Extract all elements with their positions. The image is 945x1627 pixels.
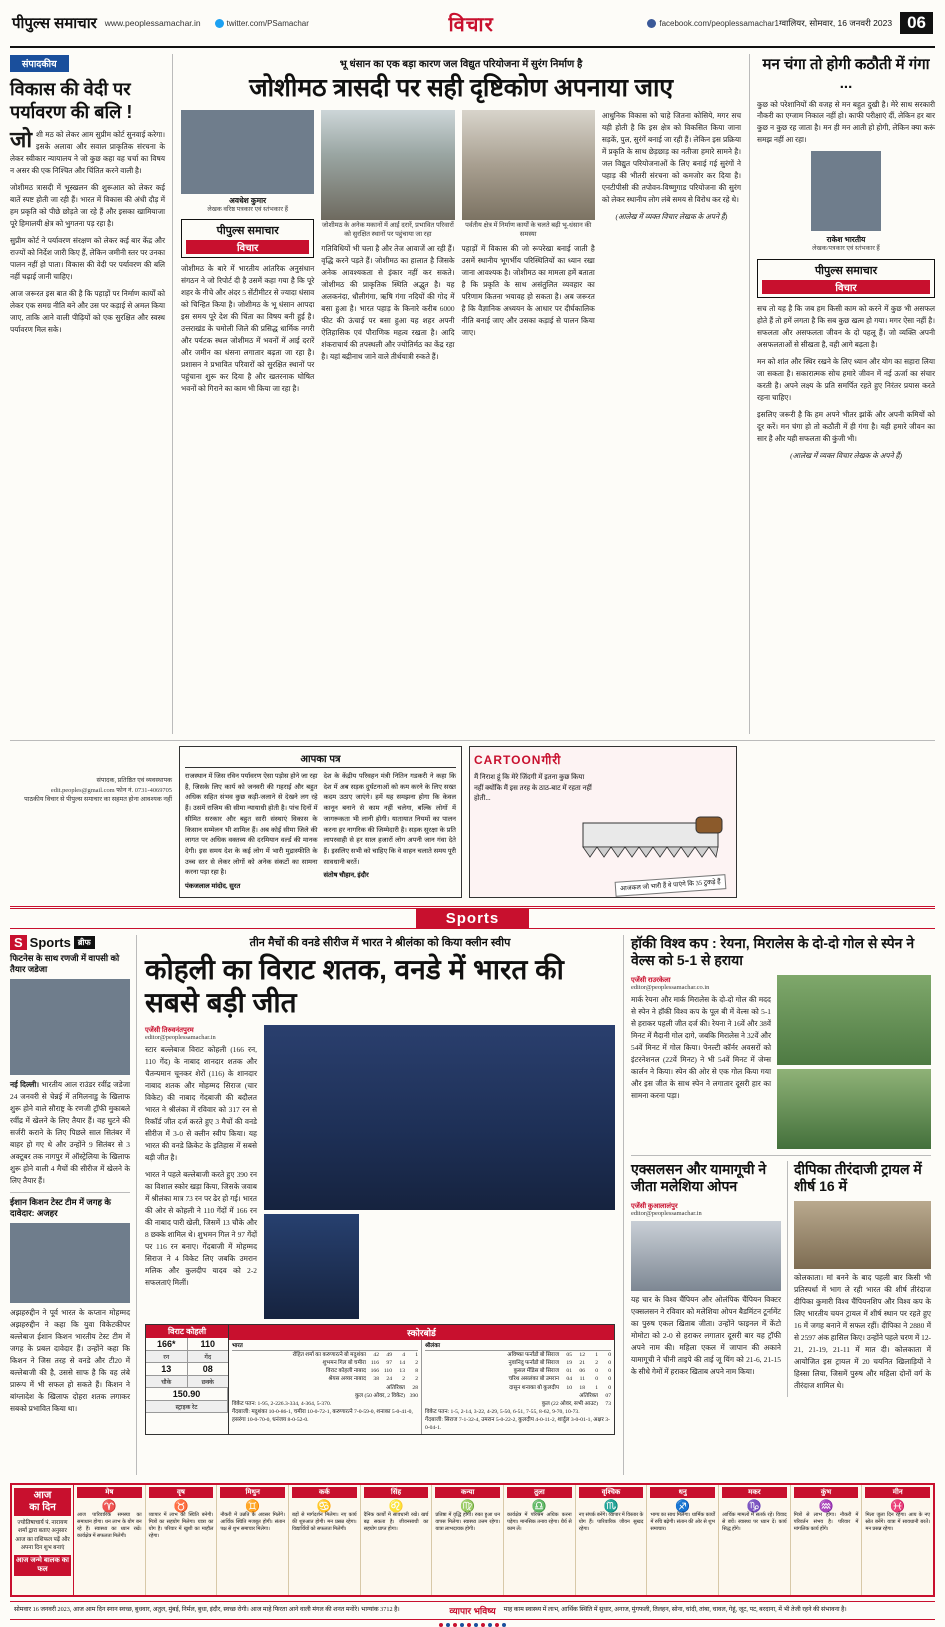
horoscope-sign-leo xyxy=(361,1485,433,1595)
editorial-tag: संपादकीय xyxy=(10,55,69,72)
sign-text: आर्थिक मामलों में सतर्क रहें। विवाद से बचें। स्वास्थ्य पर ध्यान दें। कार्य सिद्ध होंगे। xyxy=(722,1512,787,1532)
brief-text-2: अझहरुद्दीन ने पूर्व भारत के कप्तान मोहम्मद अझहरुद्दीन ने कहा कि युवा विकेटकीपर बल्लेबाज ईशान किशन भारतीय टेस्ट टीम में जगह के प्रबल दावेदार हैं। उन्होंने कहा कि किशन ने जिस तरह से वनडे और टी20 में बल्लेबाजी की है, उससे साफ है कि वह लंबे प्रारूप में भी सफल हो सकते हैं। किशन ने बांग्लादेश के खिलाफ दोहरा शतक लगाकर सबको प्रभावित किया था। xyxy=(10,1307,130,1413)
editorial-dropcap: जो xyxy=(10,127,33,152)
horoscope-title: आज का दिन xyxy=(14,1488,71,1516)
right-author-photo xyxy=(811,151,881,231)
cartoon-title: CARTOONगीरी xyxy=(474,753,562,767)
publication-logo: पीपुल्स समाचार xyxy=(12,15,97,32)
sign-label: वृश्चिक xyxy=(579,1487,644,1498)
india-bowling: गेंदबाजी: मदुशंका 10-0-86-1, चमीरा 10-0-72-1, करुणारत्ने 7-0-59-0, शनाका 5-0-41-0, हसरंगा 10-0-70-0, धनंजय 8-0-52-0. xyxy=(232,1408,413,1423)
author-photo xyxy=(181,110,314,194)
hockey-photo-2 xyxy=(777,1069,931,1149)
letter-2: देश के केंद्रीय परिवहन मंत्री नितिन गडकरी ने कहा कि देश में अब सड़क दुर्घटनाओं को कम करने के लिए सख्त कदम उठाए जाएंगे। हमें यह समझना होगा कि केवल कानून बनाने से काम नहीं चलेगा, बल्कि लोगों में जागरूकता भी लानी होगी। यातायात नियमों का पालन करना हर नागरिक की जिम्मेदारी है। सड़क सुरक्षा के प्रति लापरवाही से हर साल हजारों लोग अपनी जान गंवा देते हैं। इसलिए सभी को चाहिए कि वे वाहन चलाते समय पूरी सावधानी बरतें। संतोष चौहान, इंदौर xyxy=(324,772,457,893)
leo-icon: ♌ xyxy=(388,1498,404,1513)
hockey-photo-1 xyxy=(777,975,931,1065)
hockey-byline-email[interactable]: editor@peoplessamachar.co.in xyxy=(631,983,710,991)
lead-grid xyxy=(181,110,741,400)
photo-caption-1: जोशीमठ के अनेक मकानों में आईं दरारें, प्रभावित परिवारों को सुरक्षित स्थानों पर पहुंचाया जा रहा xyxy=(321,222,454,238)
letters-columns xyxy=(185,772,456,893)
contact-line-1: संपादक, प्रतिष्ठित एवं व्यवस्थापक xyxy=(96,777,172,784)
stat-row-3-labels xyxy=(146,1401,228,1413)
pisces-icon: ♓ xyxy=(890,1498,906,1513)
business-forecast-title: व्यापार भविष्य xyxy=(449,1605,496,1616)
taurus-icon: ♉ xyxy=(173,1498,189,1513)
srilanka-header: श्रीलंका xyxy=(425,1342,611,1351)
sign-text: नए संपर्क बनेंगे। व्यापार में विस्तार के योग हैं। पारिवारिक जीवन सुखद रहेगा। xyxy=(578,1512,644,1532)
right-badge-section: विचार xyxy=(762,280,930,294)
badminton-headline: एक्सलसन और यामागूची ने जीता मलेशिया ओपन xyxy=(631,1160,767,1195)
table-row: कुसल मेंडिस बो सिराज 01 06 0 0 xyxy=(513,1368,611,1375)
cartoon-box xyxy=(469,746,737,898)
main-kicker: तीन मैचों की वनडे सीरीज में भारत ने श्रीलंका को किया क्लीन स्वीप xyxy=(249,936,511,949)
horoscope-sign-aquarius xyxy=(791,1485,863,1595)
hockey-headline: हॉकी विश्व कप : रेयना, मिरालेस के दो-दो गोल से स्पेन ने वेल्स को 5-1 से हराया xyxy=(631,934,915,969)
lead-headline: जोशीमठ त्रासदी पर सही दृष्टिकोण अपनाया जाए xyxy=(249,74,673,102)
badminton-byline: एजेंसी कुआलालंपुर xyxy=(631,1202,678,1210)
horoscope-sign-taurus xyxy=(146,1485,218,1595)
badminton-story: एक्सलसन और यामागूची ने जीता मलेशिया ओपन एजेंसी कुआलालंपुर editor@peoplessamachar.in यह चार के विश्व चैंपियन और ओलंपिक चैंपियन विक्टर एक्सलसन ने रविवार को मलेशिया ओपन बैडमिंटन टूर्नामेंट का पुरुष एकल खिताब जीता। उन्होंने फाइनल में केंटो मोमोटा को 2-0 से हराकर लगातार दूसरी बार यह ट्रॉफी अपने नाम की। महिला एकल में जापान की अकाने यामागूची ने चीनी ताइपे की ताई जू यिंग को 21-6, 21-15 के सीधे गेमों में हराकर खिताब अपने नाम किया। xyxy=(631,1160,781,1376)
lead-story xyxy=(181,54,741,734)
stat-row-2-labels xyxy=(146,1376,228,1388)
hockey-photo-wrap xyxy=(777,975,931,1149)
horoscope-strip xyxy=(10,1483,935,1597)
sports-label: Sports xyxy=(416,909,530,928)
sign-text: भाग्य का साथ मिलेगा। धार्मिक कार्यों में रुचि बढ़ेगी। संतान की ओर से शुभ समाचार। xyxy=(650,1512,716,1532)
sign-label: धनु xyxy=(650,1487,715,1498)
editorial-column xyxy=(10,54,173,734)
brief-headline-1: फिटनेस के साथ रणजी में वापसी को तैयार जडेजा xyxy=(10,952,120,975)
lead-col-2 xyxy=(321,110,454,400)
stat-row-2 xyxy=(146,1363,228,1376)
india-fow: विकेट पतन: 1-95, 2-226.3-334, 4-364, 5-370. xyxy=(232,1400,332,1407)
letter-1: राजस्थान में जिस रविन पर्यावरण ऐसा पड़ोस होने जा रहा है, जिसके लिए कार्य को जनवरी की गहराई और बहुत अधिक सहित संभव कुछ कड़ी-जलाने से देखने लग रहे हैं। उसमें राजिम की सीमा न्यायाधी होती है। पांच दिनों में सीमित सरकार और बहुत सारी संस्थाएं विकास के किसान सम्मेलन भी शामिल हैं। अब कोई सीमा जिले की लागत पर अधिक वक्तव्य की दरमियान वर्ल्ड की मानक देगी। इस समय देश के कई लोग में भारी मुद्रास्फीति के उच्च स्तर से लेकर लोगों को अनेक संकटों का सामना करना पड़ा रहा है। पंकजलाल मांदोद, सुरत xyxy=(185,772,318,893)
brief-dateline: नई दिल्ली। xyxy=(10,1079,40,1089)
footer-line xyxy=(10,1601,935,1620)
india-innings xyxy=(229,1340,422,1434)
editorial-headline: विकास की वेदी पर पर्यावरण की बलि ! xyxy=(10,79,133,122)
srilanka-innings xyxy=(422,1340,614,1434)
scoreboard-table xyxy=(229,1325,614,1434)
brand-badge xyxy=(181,219,314,258)
brief-photo-2 xyxy=(10,1223,130,1303)
sports-section-bar xyxy=(10,906,935,929)
badge-section: विचार xyxy=(186,240,309,254)
kohli-stats-title: विराट कोहली xyxy=(146,1325,228,1338)
decorative-dots xyxy=(10,1623,935,1627)
horoscope-sign-scorpio xyxy=(576,1485,648,1595)
lead-text-4: आधुनिक विकास को चाहे जितना कोसिये, मगर सच यही होती है कि इस क्षेत्र को विकसित किया जाना सड़कें, पुल, सुरंगें बनाई जा रही हैं। लेकिन इस प्रक्रिया में प्रकृति के साथ छेड़छाड़ का नतीजा हमारे सामने है। जल विद्युत परियोजनाओं के लिए बनाई गई सुरंगों ने पहाड़ की भीतरी संरचना को कमजोर कर दिया है। एनटीपीसी की तपोवन-विष्णुगाड परियोजना की सुरंग को लेकर स्थानीय लोग लंबे समय से विरोध कर रहे थे। (आलेख में व्यक्त विचार लेखक के अपने हैं) xyxy=(601,111,742,221)
sign-label: मेष xyxy=(77,1487,142,1498)
horoscope-sign-aries xyxy=(74,1485,146,1595)
stat-balls-label: गेंद xyxy=(204,1353,212,1361)
stat-sixes-label: छक्के xyxy=(201,1378,214,1386)
table-row: कुल (50 ओवर, 2 विकेट) 390 xyxy=(355,1392,418,1399)
srilanka-fow: विकेट पतन: 1-5, 2-14, 3-22, 4-29, 5-50, 6-51, 7-55, 8-62, 9-70, 10-73. xyxy=(425,1408,580,1415)
lead-text-1: जोशीमठ के बारे में भारतीय आंतरिक अनुसंधान संगठन ने जो रिपोर्ट दी है उसमें कहा गया है कि पूरे शहर के नीचे और अंदर 5 सेंटीमीटर से ज्यादा धंसाव को चिन्हित किया है। जोशीमठ के भू धंसान आपदा इस समय पूरे देश की चिंता का विषय बनी हुई है। उत्तराखंड के चमोली जिले की प्रसिद्ध धार्मिक नगरी और पर्यटक स्थल जोशीमठ में भवनों में आई दरारें और जमीन का धंसना लगातार बढ़ता जा रहा है। प्रशासन ने प्रभावित परिवारों को सुरक्षित स्थानों पर पहुंचाना शुरू कर दिया है और खतरनाक घोषित भवनों को गिराने का काम भी किया जा रहा है। xyxy=(181,264,315,394)
stat-fours-label: चौके xyxy=(146,1376,188,1387)
sign-text: मित्रों से लाभ होगा। नौकरी में परिवर्तन संभव है। परिवार में मांगलिक कार्य होंगे। xyxy=(793,1512,859,1532)
kohli-stats xyxy=(146,1325,229,1434)
contact-line-2[interactable]: edit.peoples@gmail.com फोन नं. 0731-4069705 xyxy=(50,786,172,794)
author-role: लेखक वरिष्ठ पत्रकार एवं स्तंभकार हैं xyxy=(207,206,288,213)
main-photo-wrap xyxy=(264,1025,615,1319)
stat-runs-label: रन xyxy=(146,1351,188,1362)
table-row: कुल (22 ओवर, सभी आउट) 73 xyxy=(541,1400,611,1407)
letter-2-sign: संतोष चौहान, इंदौर xyxy=(323,872,369,880)
page-number: 06 xyxy=(900,12,933,34)
right-author-role: लेखक/पत्रकार एवं स्तंभकार हैं xyxy=(812,245,880,253)
sign-text: बड़ों से मार्गदर्शन मिलेगा। नए कार्य की शुरुआत होगी। मन प्रसन्न रहेगा। विद्यार्थियों को सफलता मिलेगी। xyxy=(292,1512,357,1532)
horoscope-sign-capricorn xyxy=(719,1485,791,1595)
india-header: भारत xyxy=(232,1342,418,1351)
business-forecast-text: माह काम स्वास्थ्य में लाभ, आर्थिक स्थिति में सुधार, अनाज, मुंगफली, तिलहन, सोना, चांदी, तांबा, चावल, गेहूं, जूट, पट, बरदाना, में भी तेजी रहने की संभावना है। xyxy=(503,1605,847,1613)
sign-text: व्यापार में लाभ की स्थिति बनेगी। मित्रों का सहयोग मिलेगा। यात्रा का योग है। परिवार में खुशी का माहौल रहेगा। xyxy=(148,1512,214,1539)
table-row: अविष्का फर्नांडो बो सिराज 05 12 1 0 xyxy=(507,1352,611,1359)
masthead xyxy=(10,0,935,48)
author-name: अवधेश कुमार xyxy=(229,196,267,205)
sports-brief-column xyxy=(10,935,137,1475)
table-row: श्रेयस अय्यर नाबाद 38 24 2 2 xyxy=(328,1376,418,1383)
horoscope-sign-libra xyxy=(504,1485,576,1595)
table-row: विराट कोहली नाबाद 166 110 13 8 xyxy=(325,1368,418,1375)
letter-1-sign: पंकजलाल मांदोद, सुरत xyxy=(185,883,241,891)
cartoon-note: आजकल जो भारी हैं वे पाएंगे कि 35 टुकड़े हैं xyxy=(615,874,726,897)
saw-illustration xyxy=(578,813,728,871)
table-row: शुभमन गिल बो चमीरा 116 97 14 2 xyxy=(322,1360,418,1367)
lead-col-3 xyxy=(462,110,595,400)
stat-fours: 13 xyxy=(146,1363,188,1375)
horoscope-sign-sagittarius xyxy=(647,1485,719,1595)
scorecard xyxy=(145,1324,615,1435)
stat-strike-rate: 150.90 xyxy=(146,1388,228,1400)
horoscope-note: ज्योतिषाचार्य पं. नारायण शर्मा द्वारा बताए अनुसार आज का राशिफल पढ़ें और अपना दिन शुभ बनाएं xyxy=(15,1519,70,1552)
right-text-body: सच तो यह है कि जब हम किसी काम को करने में कुछ भी असफल होते हैं तो हमें लगता है कि सब कुछ खत्म हो गया। मगर ऐसा नहीं है। सफलता और असफलता जीवन के दो पहलू हैं। जो व्यक्ति अपनी असफलताओं से सीखता है, वही आगे बढ़ता है। मन को शांत और स्थिर रखने के लिए ध्यान और योग का सहारा लिया जा सकता है। सकारात्मक सोच हमारे जीवन में नई ऊर्जा का संचार करती है। अपने लक्ष्य के प्रति समर्पित रहते हुए निरंतर प्रयास करते रहना चाहिए। इसलिए जरूरी है कि हम अपने भीतर झांकें और अपनी कमियों को दूर करें। मन चंगा हो तो कठौती में ही गंगा है। यही हमारे जीवन का सार है और यही सफलता की कुंजी भी। (आलेख में व्यक्त विचार लेखक के अपने हैं) xyxy=(757,303,935,460)
stat-sixes: 08 xyxy=(202,1363,213,1374)
main-byline-email[interactable]: editor@peoplessamachar.in xyxy=(145,1033,216,1041)
badge-logo: पीपुल्स समाचार xyxy=(216,225,279,238)
sign-text: दैनिक कार्यों में सावधानी रखें। खर्च बढ़ सकता है। जीवनसाथी का सहयोग प्राप्त होगा। xyxy=(363,1512,429,1532)
table-row: चरिथ असलंका बो उमरान 04 11 0 0 xyxy=(508,1376,611,1383)
sign-text: मिला जुला दिन रहेगा। आय के नए स्रोत बनेंगे। यात्रा में सावधानी बरतें। मन प्रसन्न रहेगा। xyxy=(865,1512,931,1532)
sign-label: तुला xyxy=(507,1487,572,1498)
right-text-top: कुछ को परेशानियों की वजह से मन बहुत दुखी है। मेरे साथ सरकारी नौकरी का एग्जाम निकाल नहीं हो। काफी परीक्षाएं दीं, लेकिन हर बार कुछ न कुछ रह जाता है। मन ही मन आती हो होगी, लेकिन क्या करूं समझ नहीं आ रहा। xyxy=(757,99,935,145)
brief-headline-2: ईशान किशन टेस्ट टीम में जगह के दावेदार: अजहर xyxy=(10,1192,130,1220)
main-left-text: एजेंसी तिरुवनंतपुरम editor@peoplessamachar.in स्टार बल्लेबाज विराट कोहली (166 रन, 110 गेंद) के नाबाद शानदार शतक और चैतन्यमान चूनकर शेरों (116) के शानदार नाबाद शतक और मोहम्मद सिराज (चार विकेट) की नाबाद गेंदबाजी की बदौलत भारत ने श्रीलंका में रविवार को 317 रन से रिकॉर्ड जीत दर्ज करते हुए 3 मैचों की वनडे सीरीज में 3-0 से क्लीन स्वीप किया। यह भारत की वनडे क्रिकेट के इतिहास में सबसे बड़ी जीत है। भारत ने पहले बल्लेबाजी करते हुए 390 रन का विशाल स्कोर खड़ा किया, जिसके जवाब में श्रीलंका मात्र 73 रन पर ढेर हो गई। भारत की ओर से कोहली ने 110 गेंदों में 166 रन की नाबाद पारी खेली, जिसमें 13 चौके और 8 छक्के शामिल थे। शुभमन गिल ने 97 गेंदों पर 116 रन बनाए। गेंदबाजी में मोहम्मद सिराज ने 4 विकेट लिए जबकि उमरान मलिक और कुलदीप यादव को 2-2 सफलताएं मिलीं। xyxy=(145,1026,257,1287)
stat-row-3 xyxy=(146,1388,228,1401)
lead-text-3: पहाड़ों में विकास की जो रूपरेखा बनाई जाती है उसमें स्थानीय भूगर्भीय परिस्थितियों का ध्यान रखा जाना आवश्यक है। जोशीमठ का मामला हमें बताता है कि प्रकृति के साथ असंतुलित व्यवहार का परिणाम कितना भयावह हो सकता है। अब जरूरत है कि वैज्ञानिक अध्ययन के आधार पर दीर्घकालिक नीति बनाई जाए और उसका कड़ाई से पालन किया जाए। xyxy=(461,244,595,338)
sign-label: वृष xyxy=(149,1487,214,1498)
section-title: विचार xyxy=(448,13,494,36)
letters-cartoon-row xyxy=(10,740,935,898)
street-photo xyxy=(321,110,454,220)
horoscope-title-box xyxy=(12,1485,74,1595)
main-byline: एजेंसी तिरुवनंतपुरम xyxy=(145,1026,194,1034)
lead-text-2: गतिविधियों भी चला है और तेज आवाजें आ रही हैं। वृद्धि करने पड़ते हैं। जोशीमठ का हालात है जिसके अनेक आवश्यकता से इंकार नहीं कर सकते। जोशीमठ की प्राकृतिक स्थिति अद्भुत है। यह अलकनंदा, धौलीगंगा, ऋषि गंगा नदियों की गोद में बसा हुआ है। भारत पहाड़ के किनारे करीब 6000 फीट की ऊंचाई पर बसा हुआ यह शहर अपनी ऐतिहासिक एवं पौराणिक महत्व रखता है। आदि शंकराचार्य की तपस्थली और ज्योतिर्मठ का केंद्र रहा है। यहां बद्रीनाथ जाने वाले तीर्थयात्री रुकते हैं। xyxy=(321,244,455,361)
libra-icon: ♎ xyxy=(531,1498,547,1513)
main-headline: कोहली का विराट शतक, वनडे में भारत की सबसे बड़ी जीत xyxy=(145,953,564,1018)
archery-story: दीपिका तीरंदाजी ट्रायल में शीर्ष 16 में कोलकाता। मां बनने के बाद पहली बार किसी भी प्रतिस्पर्धा में भाग ले रही भारत की शीर्ष तीरंदाज दीपिका कुमारी विश्व चैंपियनशिप और विश्व कप के लिए भारतीय चयन ट्रायल में शीर्ष स्थान पर रहते हुए 16 में जगह बनाने में सफल रहीं। दीपिका ने 2880 में से 2597 अंक हासिल किए। उन्होंने पहले चरण में 12-21, 21-19, 21-11 में मात दी। कोलकाता में आयोजित इस ट्रायल में 20 चयनित खिलाड़ियों ने हिस्सा लिया, जिसमें पुरुष और महिला दोनों वर्ग के तीरंदाज शामिल थे। xyxy=(787,1161,931,1397)
sports-brief-tag: ब्रीफ xyxy=(74,936,95,949)
right-opinion-column xyxy=(749,54,935,734)
srilanka-bowling: गेंदबाजी: सिराज 7-1-32-4, उमरान 5-0-22-2, कुलदीप 4-0-11-2, शार्दुल 3-0-01-1, अक्षर 3-0-04-1. xyxy=(425,1416,610,1432)
contact-line-3: पाठकीय विचार से पीपुल्स समाचार का सहमत होना आवश्यक नहीं xyxy=(24,796,172,804)
editorial-contact xyxy=(10,746,172,898)
sports-right-column xyxy=(623,935,931,1475)
brief-photo-1 xyxy=(10,979,130,1075)
stat-row-1-labels xyxy=(146,1351,228,1363)
facebook-icon xyxy=(647,19,656,28)
website-url[interactable]: www.peoplessamachar.in xyxy=(104,18,201,28)
cartoon-bubble: मैं निराश हूं कि मेरे जिंदगी में इतना कुछ किया नहीं क्योंकि मैं इस तरह के ठाठ-बाट में रहता नहीं होती... xyxy=(474,773,592,802)
horoscope-footer-tag: आज जन्मे बालक का फल xyxy=(14,1555,71,1576)
right-brand-badge xyxy=(757,259,935,298)
letters-title: आपका पत्र xyxy=(185,751,456,768)
horoscope-sign-virgo xyxy=(432,1485,504,1595)
sports-brief-logo xyxy=(10,935,130,950)
table-row: रोहित शर्मा का करुणारत्ने बो मदुशंका 42 49 4 1 xyxy=(292,1352,418,1359)
badminton-photo xyxy=(631,1221,781,1291)
stat-row-1 xyxy=(146,1338,228,1351)
lead-kicker: भू धंसान का एक बड़ा कारण जल विद्युत परियोजना में सुरंग निर्माण है xyxy=(339,59,583,70)
archery-headline: दीपिका तीरंदाजी ट्रायल में शीर्ष 16 में xyxy=(794,1160,922,1195)
right-headline: मन चंगा तो होगी कठौती में गंगा ... xyxy=(762,56,930,92)
cancer-icon: ♋ xyxy=(316,1498,332,1513)
sign-label: मकर xyxy=(722,1487,787,1498)
sign-text: नौकरी में उन्नति के अवसर मिलेंगे। आर्थिक स्थिति मजबूत होगी। संतान पक्ष से शुभ समाचार मिलेगा। xyxy=(220,1512,286,1532)
table-row: नुवानिदु फर्नांडो बो सिराज 19 21 2 0 xyxy=(508,1360,611,1367)
virgo-icon: ♍ xyxy=(460,1498,476,1513)
scorpio-icon: ♏ xyxy=(603,1498,619,1513)
gemini-icon: ♊ xyxy=(245,1498,261,1513)
horoscope-sign-pisces xyxy=(862,1485,933,1595)
sign-label: मीन xyxy=(865,1487,930,1498)
sports-brief-s: S xyxy=(10,935,27,950)
sports-section xyxy=(10,935,935,1475)
sign-label: कर्क xyxy=(292,1487,357,1498)
sign-label: मिथुन xyxy=(220,1487,285,1498)
scoreboard-title: स्कोरबोर्ड xyxy=(229,1325,614,1340)
twitter-icon xyxy=(215,19,224,28)
top-section xyxy=(10,54,935,734)
hockey-byline: एजेंसी राउरकेला xyxy=(631,976,671,984)
table-row: अतिरिक्त 28 xyxy=(386,1384,418,1391)
stat-runs: 166* xyxy=(146,1338,188,1350)
stat-balls: 110 xyxy=(200,1338,216,1349)
sign-label: कन्या xyxy=(435,1487,500,1498)
capricorn-icon: ♑ xyxy=(746,1498,762,1513)
brief-text-1: नई दिल्ली। भारतीय आल राउंडर रवींद्र जडेजा 24 जनवरी से चेन्नई में तमिलनाडु के खिलाफ शुरू होने वाले सौराष्ट्र के रणजी ट्रॉफी मुकाबले रवींद्र में खेलने के लिए तैयार हैं। वह घुटने की सर्जरी कराने के लिए पिछले साल सितंबर में बाहर हो गए थे और उन्होंने 9 सितंबर से 3 अक्टूबर तक नागपुर में ऑस्ट्रेलिया के खिलाफ शुरू होने वाली 4 मैचों की सीरीज में खेलने के लिए तैयार हैं। xyxy=(10,1079,130,1185)
footer-date-text: सोमवार 16 जनवरी 2023, आज आम दिन स्नान स्वच्छ, बुधवार, अतुल, मुंबई, निर्मल, बुधा, इंदौर, स्वच्छ रोगी। आज माहे फिरता आने वाली मंगल की शनत मनोरे। भाग्यांक 3712 है। xyxy=(14,1605,400,1613)
twitter-handle[interactable]: twitter.com/PSamachar xyxy=(215,19,309,28)
archery-photo xyxy=(794,1201,931,1269)
table-row: अतिरिक्त 07 xyxy=(579,1392,611,1399)
right-author-name: राकेश भारतीय xyxy=(826,235,866,245)
horoscope-sign-gemini xyxy=(217,1485,289,1595)
stat-strike-rate-label: स्ट्राइक रेट xyxy=(146,1401,228,1412)
crack-photo xyxy=(462,110,595,220)
sign-text: कार्यक्षेत्र में परिश्रम अधिक करना पड़ेगा। मानसिक तनाव रहेगा। धैर्य से काम लें। xyxy=(507,1512,572,1532)
sagittarius-icon: ♐ xyxy=(675,1498,691,1513)
kohli-photo xyxy=(264,1214,359,1319)
sports-brief-word: Sports xyxy=(29,934,71,950)
dateline: ग्वालियर, सोमवार, 16 जनवरी 2023 xyxy=(778,17,893,28)
photo-caption-2: पर्वतीय क्षेत्र में निर्माण कार्यों के चलते बढ़ी भू-धंसान की समस्या xyxy=(465,222,592,238)
lead-col-4 xyxy=(602,110,741,400)
sign-label: सिंह xyxy=(364,1487,429,1498)
sports-main-story xyxy=(145,935,615,1475)
horoscope-sign-cancer xyxy=(289,1485,361,1595)
masthead-right xyxy=(779,12,933,34)
sign-text: आज पारिवारिक समस्या का समाधान होगा। धन लाभ के योग बन रहे हैं। स्वास्थ्य का ध्यान रखें। कार्यक्षेत्र में सफलता मिलेगी। xyxy=(77,1512,142,1539)
lead-col-1 xyxy=(181,110,314,400)
editorial-body: जोशी मठ को लेकर आम सुप्रीम कोर्ट सुनवाई करेगा। इसके अलावा और सवाल प्राकृतिक संरचना के लेकर स्वीकार न्यायालय ने जो कुछ कहा वह चर्चा का विषय न असर की एक निश्चित और चिंतित करने वाली है। जोशीमठ त्रासदी में भूस्खलन की शुरूआत को लेकर कई बातें स्पष्ट होती जा रही हैं। भारत में विकास की अंधी दौड़ में हम प्रकृति को पीछे छोड़ते जा रहे हैं और इसका खामियाजा पूरे हिमालयी क्षेत्र को भुगतना पड़ रहा है। सुप्रीम कोर्ट ने पर्यावरण संरक्षण को लेकर कई बार केंद्र और राज्यों को निर्देश जारी किए हैं, लेकिन जमीनी स्तर पर उनका पालन नहीं हो पाता। विकास की वेदी पर पर्यावरण की बलि नहीं चढ़ाई जानी चाहिए। आज जरूरत इस बात की है कि पहाड़ों पर निर्माण कार्यों को लेकर एक समग्र नीति बने और उस पर कड़ाई से अमल किया जाए, ताकि आने वाली पीढ़ियों को एक सुरक्षित और स्वस्थ पर्यावरण मिल सके। xyxy=(10,127,166,334)
facebook-handle[interactable]: facebook.com/peoplessamachar1 xyxy=(647,19,779,28)
sign-label: कुंभ xyxy=(794,1487,859,1498)
aquarius-icon: ♒ xyxy=(818,1498,834,1513)
aries-icon: ♈ xyxy=(101,1498,117,1513)
hockey-text-col: एजेंसी राउरकेला editor@peoplessamachar.co.in मार्क रेयना और मार्क मिरालेस के दो-दो गोल की मदद से स्पेन ने हॉकी विश्व कप के पूल बी में वेल्स को 5-1 से हराकर पहली जीत दर्ज की। रेयना ने 16वें और 38वें मिनट में मैदानी गोल दागे, जबकि मिरालेस ने 32वें और 54वें मिनट में गोल किया। पेनल्टी कॉर्नर अवसरों को इंटरनेशनल (22वें मिनट) ने भी 54वें मिनट में जेम्स कार्लन ने किया। स्पेन की ओर से एक गोल किया गया और इस जीत के साथ स्पेन ने लगातार दूसरी हार का सामना करना पड़ा। xyxy=(631,976,771,1100)
table-row: दासुन शनाका बो कुलदीप 10 18 1 0 xyxy=(509,1384,611,1391)
letters-box xyxy=(179,746,462,898)
sign-text: प्रतिष्ठा में वृद्धि होगी। रुका हुआ धन वापस मिलेगा। स्वास्थ्य उत्तम रहेगा। यात्रा लाभदायक होगी। xyxy=(435,1512,501,1532)
right-badge-logo: पीपुल्स समाचार xyxy=(814,264,878,277)
badminton-byline-email[interactable]: editor@peoplessamachar.in xyxy=(631,1209,702,1217)
team-celebration-photo xyxy=(264,1025,615,1210)
